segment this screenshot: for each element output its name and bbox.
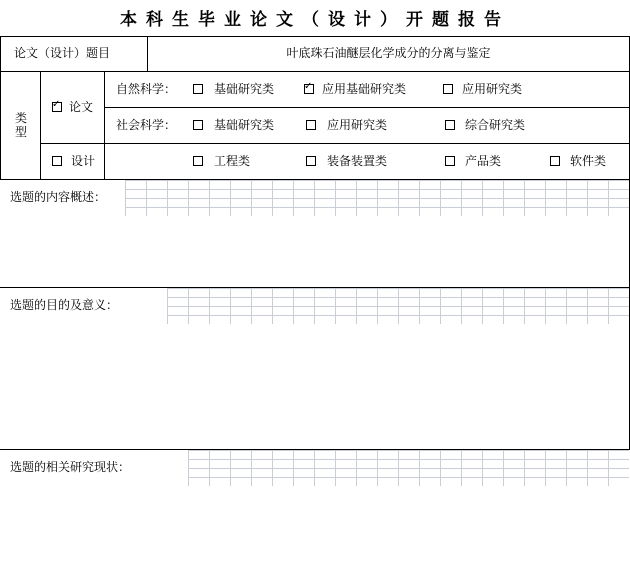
section-overview-label: 选题的内容概述： [10, 190, 107, 204]
thesis-option[interactable] [52, 100, 93, 114]
natural-science-label: 自然科学： [116, 82, 177, 96]
checkbox-icon[interactable] [550, 156, 560, 166]
type-label-char: 类 [14, 111, 27, 125]
checkbox-icon[interactable] [306, 120, 316, 130]
option-label: 基础研究类 [214, 82, 275, 96]
checkbox-icon[interactable] [52, 156, 62, 166]
option-label: 装备装置类 [327, 154, 388, 168]
grid-decoration [125, 180, 629, 216]
social-option-basic[interactable] [193, 118, 274, 132]
section-purpose-label: 选题的目的及意义： [10, 298, 119, 312]
natural-option-applied[interactable] [443, 82, 522, 96]
checkbox-icon[interactable] [193, 156, 203, 166]
section-status-label: 选题的相关研究现状： [10, 460, 131, 474]
design-label: 设计 [71, 154, 96, 168]
checkbox-icon[interactable] [443, 84, 453, 94]
checkbox-icon[interactable] [445, 120, 455, 130]
design-option-equipment[interactable] [306, 154, 387, 168]
checkbox-checked-icon[interactable] [304, 84, 314, 94]
option-label: 产品类 [465, 154, 502, 168]
table-border [0, 36, 1, 179]
type-label [14, 111, 28, 139]
social-science-label: 社会科学： [116, 118, 177, 132]
design-option-engineering[interactable] [193, 154, 250, 168]
grid-decoration [188, 450, 629, 486]
table-border [104, 107, 630, 108]
section-purpose-content[interactable] [1, 324, 629, 449]
checkbox-icon[interactable] [193, 120, 203, 130]
topic-label: 论文（设计）题目 [14, 46, 111, 60]
checkbox-checked-icon[interactable] [52, 102, 62, 112]
thesis-label: 论文 [69, 100, 94, 114]
option-label: 综合研究类 [465, 118, 526, 132]
table-border [40, 71, 41, 179]
section-status-content[interactable] [1, 486, 629, 580]
design-option-software[interactable] [550, 154, 606, 168]
natural-option-applied-basic[interactable] [304, 82, 406, 96]
design-option-product[interactable] [445, 154, 501, 168]
checkbox-icon[interactable] [445, 156, 455, 166]
option-label: 应用研究类 [327, 118, 388, 132]
type-label-char: 型 [14, 125, 27, 139]
checkbox-icon[interactable] [193, 84, 203, 94]
design-option[interactable] [52, 154, 95, 168]
option-label: 软件类 [570, 154, 607, 168]
social-option-applied[interactable] [306, 118, 387, 132]
table-border [104, 71, 105, 179]
option-label: 工程类 [214, 154, 251, 168]
option-label: 应用基础研究类 [322, 82, 407, 96]
table-border [40, 143, 630, 144]
topic-value: 叶底珠石油醚层化学成分的分离与鉴定 [286, 46, 491, 60]
social-option-comprehensive[interactable] [445, 118, 525, 132]
checkbox-icon[interactable] [306, 156, 316, 166]
table-border [0, 36, 630, 37]
table-border [0, 71, 630, 72]
option-label: 基础研究类 [214, 118, 275, 132]
natural-option-basic[interactable] [193, 82, 274, 96]
section-overview-content[interactable] [1, 216, 629, 287]
option-label: 应用研究类 [462, 82, 523, 96]
document-title: 本科生毕业论文（设计）开题报告 [120, 10, 510, 30]
grid-decoration [167, 288, 629, 324]
